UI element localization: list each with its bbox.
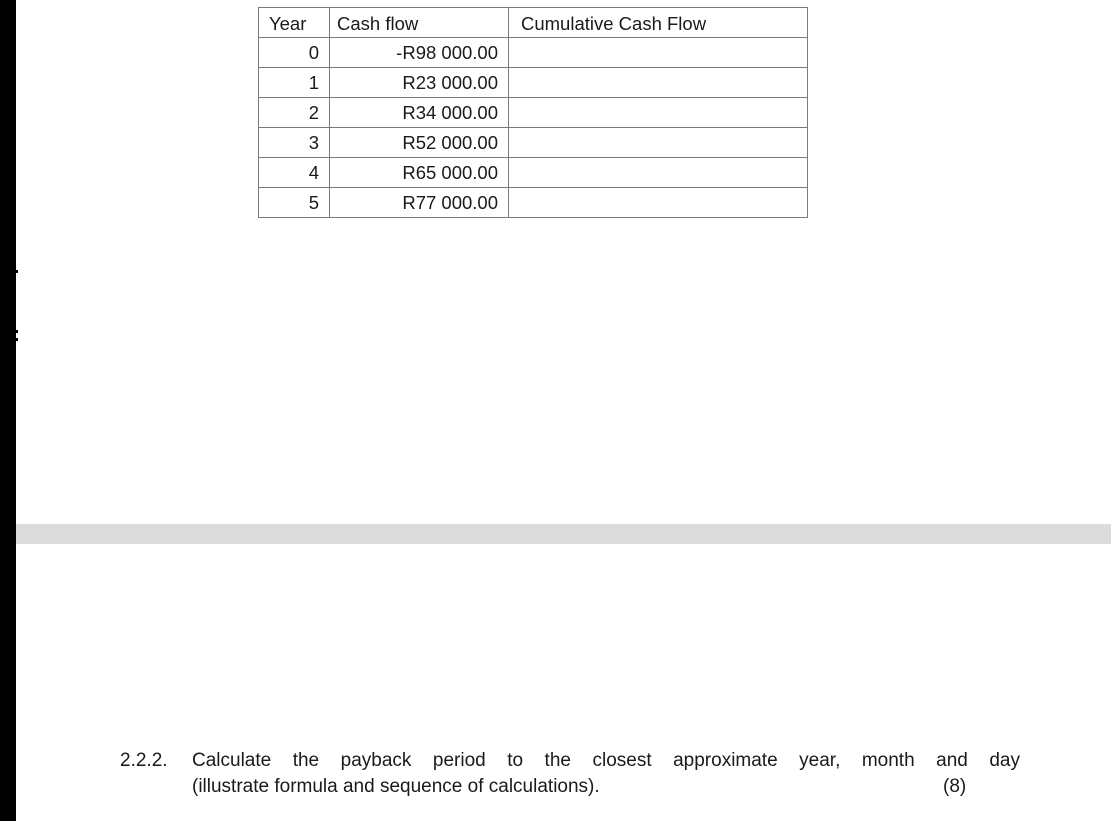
cumulative-cell[interactable] — [509, 128, 808, 158]
cash-flow-cell: R65 000.00 — [330, 158, 509, 188]
table-row — [259, 158, 808, 188]
cash-flow-table — [258, 7, 808, 218]
cumulative-cell[interactable] — [509, 188, 808, 218]
header-cumulative-cash-flow: Cumulative Cash Flow — [509, 8, 808, 38]
table-row — [259, 68, 808, 98]
table-header-row — [259, 8, 808, 38]
left-edge-bar — [0, 0, 16, 821]
year-cell: 3 — [259, 128, 330, 158]
table-row — [259, 128, 808, 158]
question-marks: (8) — [943, 776, 967, 797]
question-text-line-1: Calculate the payback period to the closest approximate year, month and day — [192, 750, 1020, 771]
cumulative-cell[interactable] — [509, 68, 808, 98]
question-text-line-2: (illustrate formula and sequence of calculations). — [192, 776, 600, 797]
cumulative-cell[interactable] — [509, 38, 808, 68]
year-cell: 2 — [259, 98, 330, 128]
cash-flow-cell: R23 000.00 — [330, 68, 509, 98]
table-row — [259, 38, 808, 68]
header-cash-flow: Cash flow — [330, 8, 509, 38]
header-year: Year — [259, 8, 330, 38]
table-row — [259, 188, 808, 218]
cumulative-cell[interactable] — [509, 98, 808, 128]
question-number: 2.2.2. — [120, 750, 168, 771]
cash-flow-cell: R77 000.00 — [330, 188, 509, 218]
cash-flow-cell: R34 000.00 — [330, 98, 509, 128]
cumulative-cell[interactable] — [509, 158, 808, 188]
edge-notch — [8, 338, 18, 341]
page-separator — [16, 524, 1111, 544]
cash-flow-cell: -R98 000.00 — [330, 38, 509, 68]
year-cell: 0 — [259, 38, 330, 68]
edge-notch — [8, 330, 18, 333]
year-cell: 1 — [259, 68, 330, 98]
edge-notch — [8, 270, 18, 273]
cash-flow-cell: R52 000.00 — [330, 128, 509, 158]
year-cell: 5 — [259, 188, 330, 218]
table-row — [259, 98, 808, 128]
year-cell: 4 — [259, 158, 330, 188]
